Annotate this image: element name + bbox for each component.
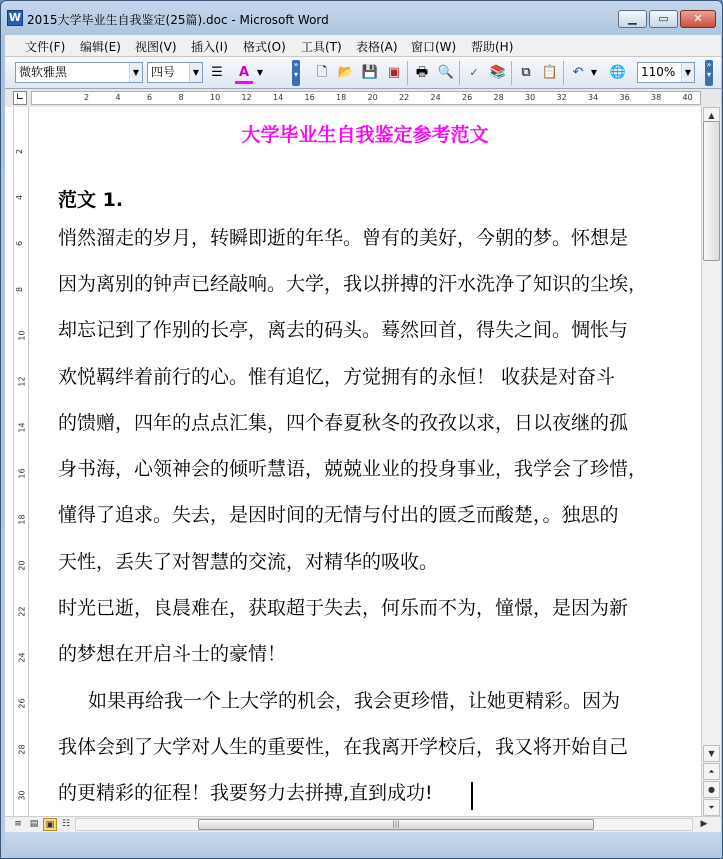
minimize-button[interactable]: ▁ <box>618 10 647 28</box>
word-app-icon[interactable]: W <box>8 11 22 24</box>
horizontal-ruler[interactable] <box>31 91 701 105</box>
font-name-combo[interactable] <box>15 62 143 83</box>
ruler-number: 2 <box>15 148 25 155</box>
menu-file[interactable]: 文件(F) <box>25 40 66 54</box>
spelling-icon[interactable]: ✓ <box>469 66 479 79</box>
toolbar-separator <box>407 61 408 85</box>
paragraph-line: 天性，丢失了对智慧的交流，对精华的吸收。 <box>58 551 439 573</box>
font-name-value: 微软雅黑 <box>19 65 68 79</box>
ruler-number: 32 <box>556 93 567 102</box>
document-page[interactable] <box>33 107 697 816</box>
menu-table[interactable]: 表格(A) <box>356 40 398 54</box>
normal-view-icon[interactable]: ≡ <box>14 819 22 829</box>
ruler-number: 10 <box>210 93 221 102</box>
paragraph-line: 却忘记到了作别的长亭，离去的码头。蓦然回首，得失之间。惆怅与 <box>58 319 629 341</box>
horizontal-scrollbar[interactable] <box>75 818 693 831</box>
paragraph-line: 欢悦羁绊着前行的心。惟有追忆，方觉拥有的永恒！ 收获是对奋斗 <box>58 366 616 388</box>
permission-icon[interactable]: ▣ <box>387 65 401 80</box>
ruler-row <box>5 89 721 107</box>
ruler-number: 22 <box>399 93 410 102</box>
ruler-number: 10 <box>17 330 27 341</box>
section-heading: 范文 1. <box>58 189 124 211</box>
menu-format[interactable]: 格式(O) <box>243 40 286 54</box>
ruler-number: 18 <box>336 93 347 102</box>
title-bar[interactable] <box>1 1 722 35</box>
ruler-number: 26 <box>17 698 27 709</box>
formatting-toolbar <box>5 57 721 89</box>
vertical-scrollbar[interactable] <box>701 107 721 816</box>
ruler-number: 4 <box>115 93 121 102</box>
status-bar <box>5 832 721 858</box>
copy-icon[interactable]: ⧉ <box>521 65 531 80</box>
ruler-number: 28 <box>493 93 504 102</box>
maximize-button[interactable]: ▭ <box>649 10 678 28</box>
paragraph-line: 的梦想在开启斗士的豪情！ <box>58 643 287 665</box>
window-title: 2015大学毕业生自我鉴定(25篇).doc - Microsoft Word <box>27 13 329 27</box>
print-layout-view-icon[interactable]: ▣ <box>43 818 57 831</box>
font-size-value: 四号 <box>151 65 176 79</box>
print-icon[interactable]: 🖶 <box>415 65 429 80</box>
outline-view-icon[interactable]: ☷ <box>61 819 71 829</box>
paragraph-line: 我体会到了大学对人生的重要性，在我离开学校后，我又将开始自己 <box>58 736 629 758</box>
toolbar-options-icon[interactable]: » ▾ <box>705 60 713 86</box>
text-cursor <box>471 782 473 810</box>
ruler-number: 16 <box>304 93 315 102</box>
font-color-icon[interactable]: A <box>235 64 253 84</box>
scroll-up-icon[interactable]: ▲ <box>703 107 720 124</box>
ruler-number: 12 <box>17 376 27 387</box>
ruler-number: 38 <box>651 93 662 102</box>
chevron-down-icon[interactable]: ▼ <box>189 63 202 82</box>
ruler-number: 18 <box>17 514 27 525</box>
scroll-down-icon[interactable]: ▼ <box>703 745 720 762</box>
align-justify-icon[interactable]: ☰ <box>211 65 223 80</box>
select-browse-object-icon[interactable]: ● <box>703 781 720 798</box>
menu-insert[interactable]: 插入(I) <box>191 40 228 54</box>
paragraph-line: 的馈赠，四年的点点汇集，四个春夏秋冬的孜孜以求，日以夜继的孤 <box>58 412 629 434</box>
vertical-scroll-thumb[interactable] <box>703 121 720 261</box>
scroll-right-icon[interactable]: ▶ <box>700 819 708 829</box>
ruler-number: 16 <box>17 468 27 479</box>
menu-bar <box>5 35 721 57</box>
paragraph-line-indented: 如果再给我一个上大学的机会，我会更珍惜，让她更精彩。因为 <box>88 690 621 712</box>
undo-icon[interactable]: ↶ <box>572 65 584 80</box>
ruler-number: 40 <box>682 93 693 102</box>
print-preview-icon[interactable]: 🔍 <box>437 65 455 80</box>
paragraph-line: 因为离别的钟声已经敲响。大学，我以拼搏的汗水洗净了知识的尘埃， <box>58 273 648 295</box>
chevron-down-icon[interactable]: ▼ <box>129 63 142 82</box>
font-color-dropdown-icon[interactable]: ▼ <box>256 68 264 77</box>
web-layout-view-icon[interactable]: ▤ <box>29 819 39 829</box>
ruler-number: 30 <box>17 790 27 801</box>
ruler-number: 22 <box>17 606 27 617</box>
toolbar-separator <box>511 61 512 85</box>
ruler-number: 14 <box>273 93 284 102</box>
toolbar-options-icon[interactable]: » ▾ <box>292 60 300 86</box>
menu-tools[interactable]: 工具(T) <box>301 40 342 54</box>
ruler-number: 24 <box>430 93 441 102</box>
ruler-number: 20 <box>17 560 27 571</box>
horizontal-scroll-thumb[interactable]: ||| <box>198 819 594 830</box>
toolbar-separator <box>459 61 460 85</box>
ruler-number: 6 <box>15 240 25 247</box>
ruler-number: 14 <box>17 422 27 433</box>
paragraph-line: 身书海，心领神会的倾听慧语，兢兢业业的投身事业，我学会了珍惜， <box>58 458 648 480</box>
tab-selector-icon[interactable]: ∟ <box>13 91 27 105</box>
paragraph-line: 懂得了追求。失去，是因时间的无情与付出的匮乏而酸楚，。独思的 <box>58 504 619 526</box>
ruler-number: 8 <box>15 286 25 293</box>
ruler-number: 2 <box>84 93 90 102</box>
ruler-number: 6 <box>147 93 153 102</box>
horizontal-scroll-row <box>5 816 721 832</box>
ruler-number: 24 <box>17 652 27 663</box>
close-button[interactable]: ✕ <box>680 10 716 28</box>
font-size-combo[interactable] <box>147 62 203 83</box>
previous-page-icon[interactable]: ⏶ <box>703 763 720 780</box>
ruler-number: 4 <box>15 194 25 201</box>
zoom-combo[interactable] <box>637 62 695 83</box>
open-folder-icon[interactable]: 📂 <box>337 65 355 80</box>
chevron-down-icon[interactable]: ▼ <box>681 63 694 82</box>
zoom-value: 110% <box>641 65 676 79</box>
undo-dropdown-icon[interactable]: ▼ <box>590 68 598 77</box>
hyperlink-icon[interactable]: 🌐 <box>609 65 627 80</box>
vertical-ruler[interactable] <box>13 107 29 816</box>
research-icon[interactable]: 📚 <box>489 65 507 80</box>
next-page-icon[interactable]: ⏷ <box>703 799 720 816</box>
toolbar-separator <box>563 61 564 85</box>
document-title: 大学毕业生自我鉴定参考范文 <box>241 124 489 146</box>
ruler-number: 36 <box>619 93 630 102</box>
paste-icon[interactable]: 📋 <box>541 65 559 80</box>
menu-help[interactable]: 帮助(H) <box>471 40 514 54</box>
menu-view[interactable]: 视图(V) <box>135 40 177 54</box>
save-icon[interactable]: 💾 <box>361 65 379 80</box>
new-document-icon[interactable]: 🗋 <box>316 65 328 80</box>
menu-edit[interactable]: 编辑(E) <box>80 40 121 54</box>
ruler-number: 30 <box>525 93 536 102</box>
ruler-number: 34 <box>588 93 599 102</box>
ruler-number: 26 <box>462 93 473 102</box>
paragraph-line: 时光已逝，良晨难在，获取超于失去，何乐而不为，憧憬，是因为新 <box>58 597 629 619</box>
ruler-number: 12 <box>241 93 252 102</box>
paragraph-line: 悄然溜走的岁月，转瞬即逝的年华。曾有的美好，今朝的梦。怀想是 <box>58 227 629 249</box>
menu-window[interactable]: 窗口(W) <box>411 40 457 54</box>
ruler-number: 28 <box>17 744 27 755</box>
ruler-number: 8 <box>178 93 184 102</box>
ruler-number: 20 <box>367 93 378 102</box>
document-area <box>5 107 721 816</box>
paragraph-line: 的更精彩的征程！我要努力去拼搏,直到成功! <box>58 782 433 804</box>
